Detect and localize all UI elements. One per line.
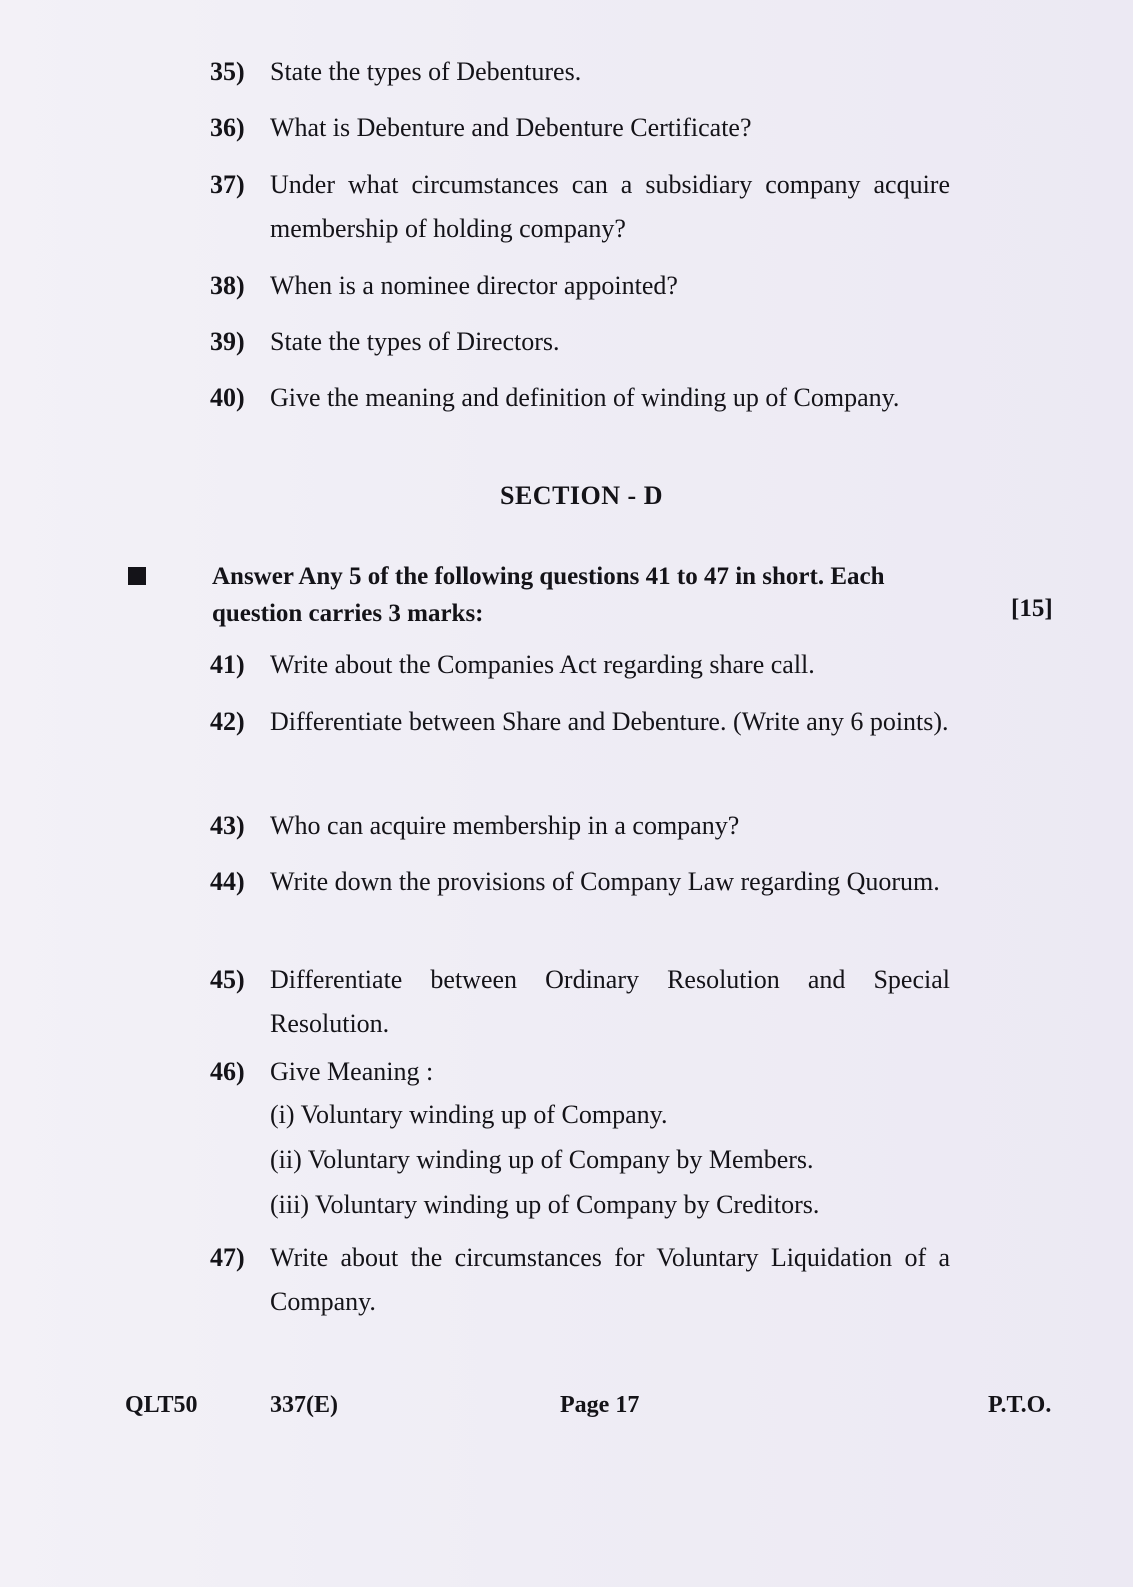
section-instruction: Answer Any 5 of the following questions 41 to 47 in short. Each question carries 3 marks: [212, 563, 885, 627]
question-text: Write about the circumstances for Voluntary Liquidation of a Company. [270, 1243, 950, 1316]
question-number: 35) [210, 57, 245, 86]
question-text: Give Meaning : [270, 1057, 434, 1086]
question-text: State the types of Debentures. [270, 57, 582, 86]
question-text: Who can acquire membership in a company? [270, 811, 740, 840]
square-bullet-icon [128, 567, 146, 585]
footer-pto: P.T.O. [988, 1392, 1052, 1418]
question-number: 46) [210, 1057, 245, 1086]
question-text: Under what circumstances can a subsidiary company acquire membership of holding company? [270, 170, 950, 243]
question-number: 39) [210, 327, 245, 356]
sub-item: (iii) Voluntary winding up of Company by Creditors. [270, 1190, 820, 1219]
question-number: 38) [210, 271, 245, 300]
sub-item: (ii) Voluntary winding up of Company by Members. [270, 1145, 814, 1174]
question-number: 45) [210, 965, 245, 994]
question-number: 37) [210, 170, 245, 199]
footer-code: QLT50 [125, 1392, 198, 1418]
question-number: 40) [210, 383, 245, 412]
question-number: 47) [210, 1243, 245, 1272]
question-text: Write about the Companies Act regarding share call. [270, 650, 815, 679]
footer-page-number: Page 17 [560, 1392, 640, 1418]
section-marks: [15] [1011, 595, 1053, 622]
question-text: Differentiate between Ordinary Resolution and Special Resolution. [270, 965, 950, 1038]
question-text: When is a nominee director appointed? [270, 271, 678, 300]
question-text: Give the meaning and definition of winding up of Company. [270, 383, 900, 412]
question-text: State the types of Directors. [270, 327, 560, 356]
question-number: 42) [210, 707, 245, 736]
footer-paper: 337(E) [270, 1392, 338, 1418]
question-text: Write down the provisions of Company Law regarding Quorum. [270, 867, 940, 896]
question-number: 44) [210, 867, 245, 896]
section-title: SECTION - D [500, 481, 663, 510]
question-text: What is Debenture and Debenture Certificate? [270, 113, 752, 142]
sub-item: (i) Voluntary winding up of Company. [270, 1100, 668, 1129]
question-number: 36) [210, 113, 245, 142]
question-number: 41) [210, 650, 245, 679]
question-text: Differentiate between Share and Debenture. (Write any 6 points). [270, 707, 949, 736]
question-number: 43) [210, 811, 245, 840]
